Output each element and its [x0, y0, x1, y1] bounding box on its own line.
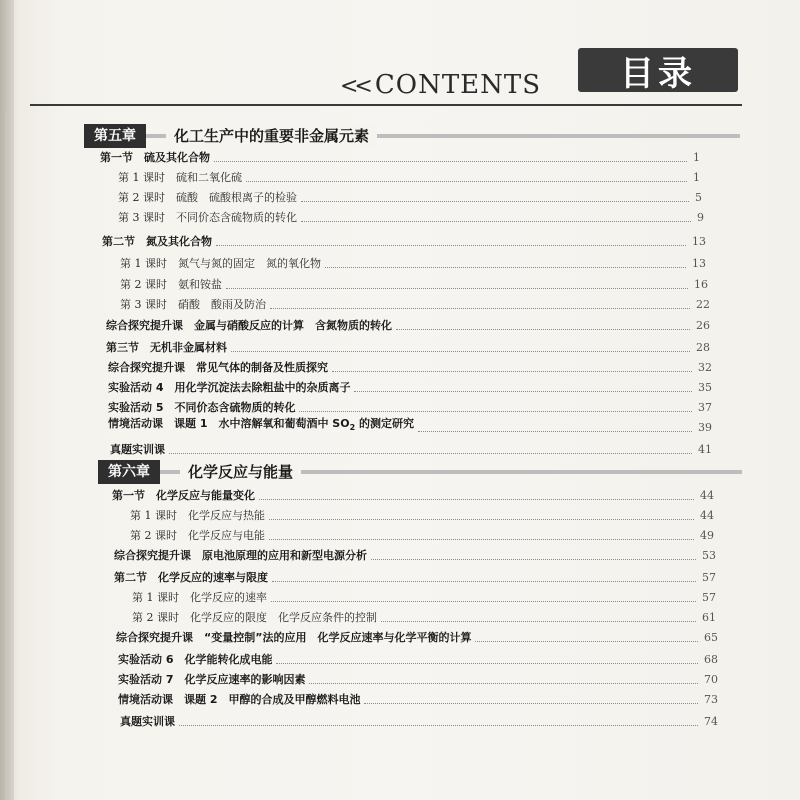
leader-dots: [371, 558, 696, 560]
leader-dots: [475, 640, 698, 642]
toc-entry-page: 5: [695, 191, 702, 204]
toc-entry-label: 第三节 无机非金属材料: [106, 341, 227, 354]
toc-entry[interactable]: [130, 524, 714, 544]
toc-entry[interactable]: [112, 484, 714, 504]
toc-entry-label: 第 2 课时 化学反应的限度 化学反应条件的控制: [132, 611, 377, 624]
book-binding-edge: [0, 0, 14, 800]
toc-entry-page: 1: [693, 151, 700, 164]
toc-entry[interactable]: [118, 186, 702, 206]
toc-entry-label: 第 2 课时 化学反应与电能: [130, 529, 265, 542]
leader-dots: [214, 160, 687, 162]
leader-dots: [325, 266, 686, 268]
toc-entry[interactable]: [108, 396, 712, 416]
leader-dots: [179, 724, 698, 726]
toc-entry-page: 65: [704, 631, 718, 644]
toc-entry-label: 第 2 课时 氨和铵盐: [120, 278, 222, 291]
toc-entry-label-text: 情境活动课 课题 1 水中溶解氧和葡萄酒中 SO: [108, 416, 350, 430]
toc-entry-label: 第一节 化学反应与能量变化: [112, 489, 255, 502]
leader-dots: [271, 600, 696, 602]
leader-dots: [276, 662, 698, 664]
leader-dots: [270, 307, 690, 309]
toc-entry-label: 第 2 课时 硫酸 硫酸根离子的检验: [118, 191, 297, 204]
toc-entry-page: 49: [700, 529, 714, 542]
toc-entry-label: 实验活动 5 不同价态含硫物质的转化: [108, 401, 296, 414]
toc-entry-label-text-end: 的测定研究: [355, 416, 415, 430]
toc-entry-label: 真题实训课: [110, 443, 165, 456]
toc-entry[interactable]: [116, 626, 718, 646]
subscript-2: 2: [349, 423, 356, 432]
toc-entry-label: 第二节 化学反应的速率与限度: [114, 571, 268, 584]
toc-entry-page: 13: [692, 257, 706, 270]
toc-entry[interactable]: [114, 566, 716, 586]
toc-entry-page: 70: [704, 673, 718, 686]
header-divider: [30, 104, 742, 106]
leader-dots: [216, 244, 686, 246]
toc-entry-label: 第一节 硫及其化合物: [100, 151, 210, 164]
leader-dots: [301, 220, 691, 222]
toc-entry-page: 26: [696, 319, 710, 332]
toc-entry-page: 44: [700, 489, 714, 502]
toc-entry-page: 28: [696, 341, 710, 354]
toc-entry[interactable]: [120, 710, 718, 730]
toc-entry-label: 综合探究提升课 “变量控制”法的应用 化学反应速率与化学平衡的计算: [116, 631, 472, 644]
leader-dots: [299, 410, 692, 412]
toc-entry[interactable]: [120, 293, 710, 313]
toc-entry-label: 实验活动 4 用化学沉淀法去除粗盐中的杂质离子: [108, 381, 351, 394]
leader-dots: [226, 287, 688, 289]
leader-dots: [301, 200, 689, 202]
toc-entry-label: 综合探究提升课 金属与硝酸反应的计算 含氮物质的转化: [106, 319, 392, 332]
leader-dots: [272, 580, 696, 582]
toc-entry[interactable]: [106, 336, 710, 356]
toc-entry[interactable]: [120, 252, 706, 272]
toc-entry-page: 32: [698, 361, 712, 374]
toc-entry-page: 41: [698, 443, 712, 456]
toc-entry-page: 61: [702, 611, 716, 624]
toc-entry-page: 53: [702, 549, 716, 562]
toc-entry-label: 综合探究提升课 原电池原理的应用和新型电源分析: [114, 549, 367, 562]
toc-entry-label: 第 1 课时 化学反应的速率: [132, 591, 267, 604]
leader-dots: [269, 538, 694, 540]
double-chevron-left-icon: <<: [340, 74, 369, 99]
leader-dots: [418, 430, 692, 432]
toc-entry-page: 57: [702, 571, 716, 584]
toc-entry[interactable]: [132, 606, 716, 626]
toc-entry[interactable]: [106, 314, 710, 334]
toc-entry[interactable]: [100, 146, 700, 166]
chapter-5-heading: [84, 124, 740, 148]
contents-word: CONTENTS: [374, 70, 542, 100]
toc-entry[interactable]: [108, 376, 712, 396]
toc-entry-label: 真题实训课: [120, 715, 175, 728]
toc-entry-page: 73: [704, 693, 718, 706]
toc-entry-page: 57: [702, 591, 716, 604]
toc-entry-label: 实验活动 7 化学反应速率的影响因素: [118, 673, 306, 686]
toc-entry[interactable]: [132, 586, 716, 606]
contents-mark: [340, 70, 541, 100]
toc-entry-page: 74: [704, 715, 718, 728]
toc-entry[interactable]: [120, 273, 708, 293]
toc-entry[interactable]: [118, 668, 718, 688]
toc-entry-label: 综合探究提升课 常见气体的制备及性质探究: [108, 361, 328, 374]
toc-entry[interactable]: [118, 648, 718, 668]
leader-dots: [269, 518, 694, 520]
leader-dots: [246, 180, 687, 182]
toc-entry[interactable]: [108, 416, 712, 436]
toc-entry[interactable]: [108, 356, 712, 376]
toc-entry[interactable]: [110, 438, 712, 458]
toc-entry[interactable]: [130, 504, 714, 524]
toc-entry-label: 第 1 课时 硫和二氧化硫: [118, 171, 242, 184]
toc-entry-label: 第 1 课时 氮气与氮的固定 氮的氧化物: [120, 257, 321, 270]
toc-entry-page: 13: [692, 235, 706, 248]
toc-entry[interactable]: [118, 688, 718, 708]
toc-entry[interactable]: [114, 544, 716, 564]
toc-entry[interactable]: [102, 230, 706, 250]
contents-header: [340, 46, 740, 106]
leader-dots: [381, 620, 696, 622]
toc-entry[interactable]: [118, 166, 700, 186]
toc-entry-page: 35: [698, 381, 712, 394]
toc-entry-label: 第 1 课时 化学反应与热能: [130, 509, 265, 522]
chapter-6-heading: [98, 460, 742, 484]
toc-entry-page: 1: [693, 171, 700, 184]
chapter-6-tag: 第六章: [98, 460, 160, 484]
toc-entry-label: 实验活动 6 化学能转化成电能: [118, 653, 273, 666]
leader-dots: [354, 390, 692, 392]
toc-entry-label: [108, 416, 418, 436]
chapter-6-title: 化学反应与能量: [180, 460, 301, 484]
chapter-5-tag: 第五章: [84, 124, 146, 148]
toc-entry-label: 第 3 课时 不同价态含硫物质的转化: [118, 211, 297, 224]
toc-entry-label: 第二节 氮及其化合物: [102, 235, 212, 248]
toc-entry-page: 22: [696, 298, 710, 311]
leader-dots: [364, 702, 698, 704]
leader-dots: [332, 370, 692, 372]
chapter-5-title: 化工生产中的重要非金属元素: [166, 124, 377, 148]
toc-entry-label: 第 3 课时 硝酸 酸雨及防治: [120, 298, 266, 311]
page-title: 目录: [578, 48, 738, 92]
toc-entry-page: 37: [698, 401, 712, 414]
toc-entry-page: 68: [704, 653, 718, 666]
leader-dots: [169, 452, 692, 454]
toc-entry-page: 9: [697, 211, 704, 224]
toc-entry-page: 44: [700, 509, 714, 522]
toc-entry[interactable]: [118, 206, 704, 226]
leader-dots: [231, 350, 690, 352]
leader-dots: [259, 498, 694, 500]
toc-entry-page: 16: [694, 278, 708, 291]
toc-entry-label: 情境活动课 课题 2 甲醇的合成及甲醇燃料电池: [118, 693, 361, 706]
leader-dots: [309, 682, 698, 684]
page-fold-line: [6, 110, 7, 800]
leader-dots: [396, 328, 690, 330]
toc-entry-page: 39: [698, 421, 712, 434]
